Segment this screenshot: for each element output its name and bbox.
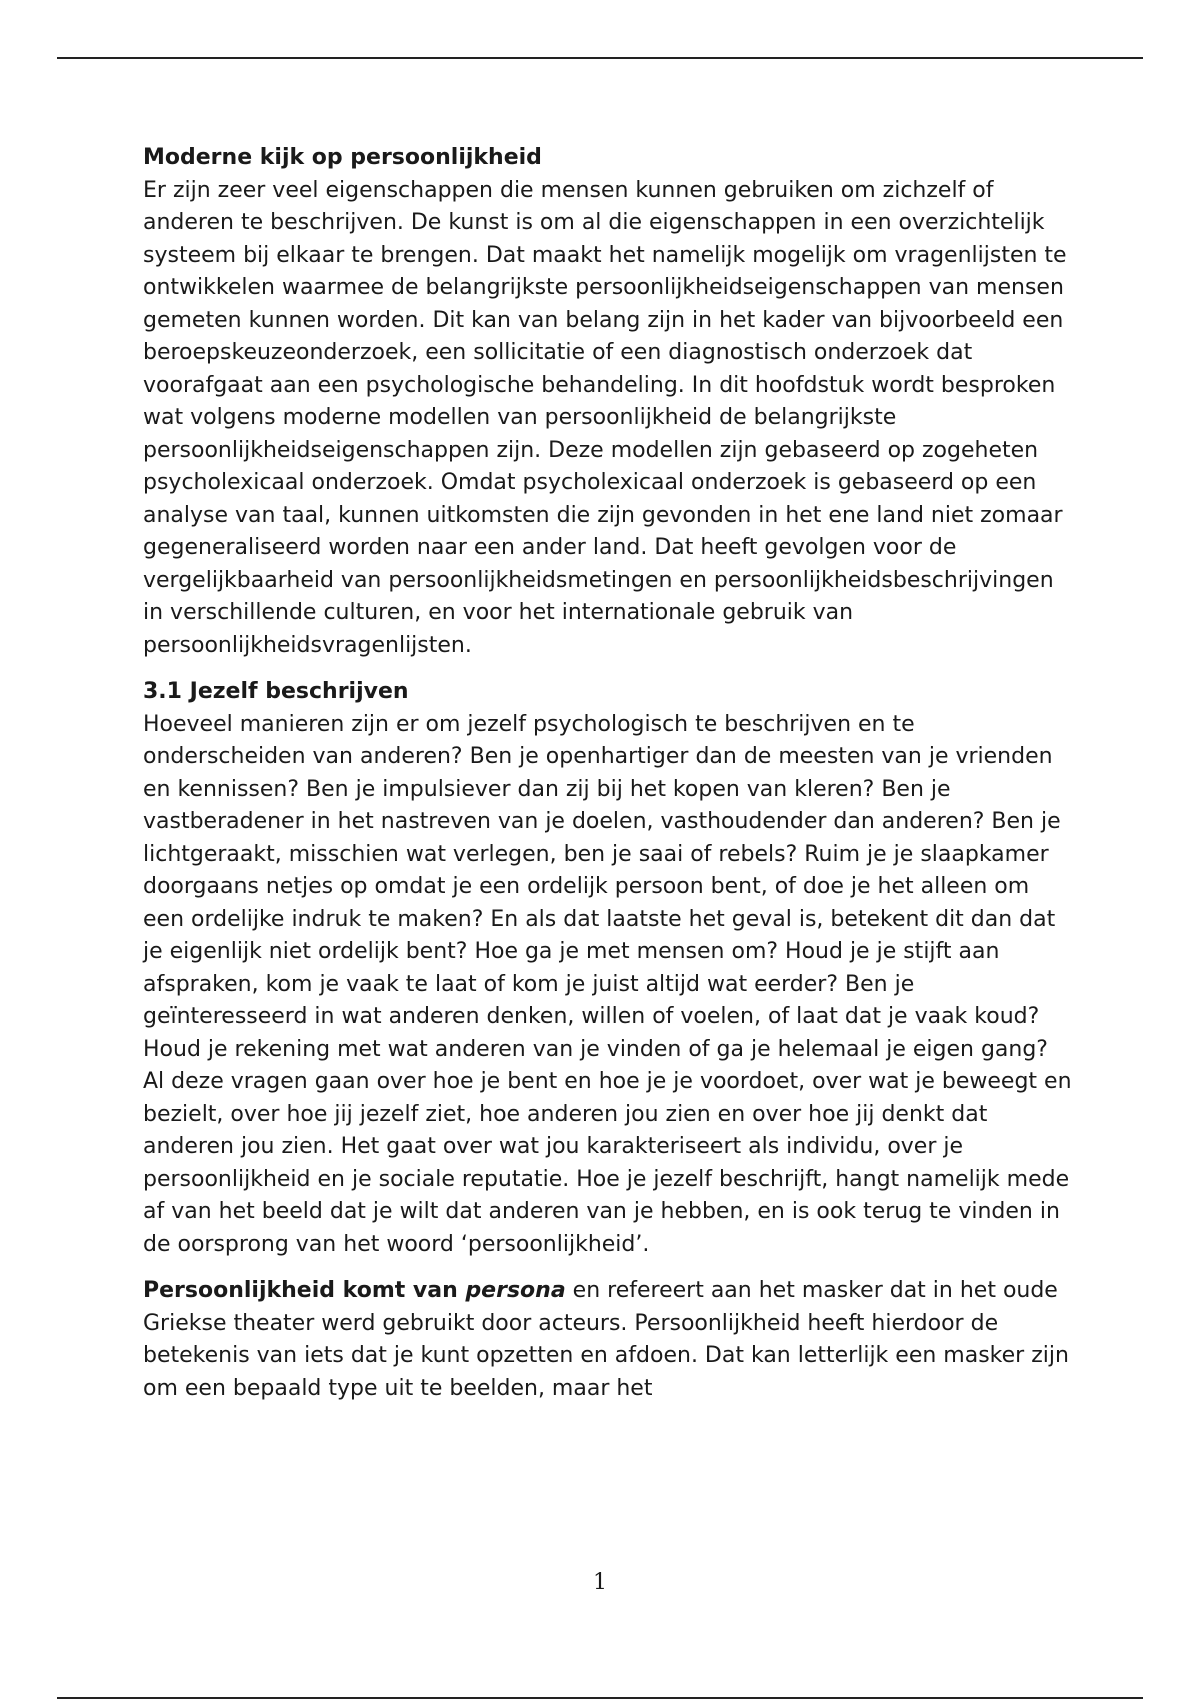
document-body	[143, 142, 1073, 1405]
page-number: 1	[593, 1570, 607, 1595]
persona-body-text: en refereert aan het masker dat in het oude Griekse theater werd gebruikt door acteurs. Persoonlijkheid heeft hierdoor de betekenis van iets dat je kunt opzetten en afdoen. Dat kan letterlijk een masker zijn om een bepaald type uit te beelden, maar het	[143, 1278, 1069, 1401]
bottom-rule	[57, 1697, 1143, 1699]
section-heading-describe-yourself: 3.1 Jezelf beschrijven	[143, 679, 409, 704]
top-rule	[57, 57, 1143, 59]
paragraph-modern-view: Er zijn zeer veel eigenschappen die mensen kunnen gebruiken om zichzelf of anderen te beschrijven. De kunst is om al die eigenschappen in een overzichtelijk systeem bij elkaar te brengen. Dat maakt het namelijk mogelijk om vragenlijsten te ontwikkelen waarmee de belangrijkste persoonlijkheidseigenschappen van mensen gemeten kunnen worden. Dit kan van belang zijn in het kader van bijvoorbeeld een beroepskeuzeonderzoek, een sollicitatie of een diagnostisch onderzoek dat voorafgaat aan een psychologische behandeling. In dit hoofdstuk wordt besproken wat volgens moderne modellen van persoonlijkheid de belangrijkste persoonlijkheidseigenschappen zijn. Deze modellen zijn gebaseerd op zogeheten psycholexicaal onderzoek. Omdat psycholexicaal onderzoek is gebaseerd op een analyse van taal, kunnen uitkomsten die zijn gevonden in het ene land niet zomaar gegeneraliseerd worden naar een ander land. Dat heeft gevolgen voor de vergelijkbaarheid van persoonlijkheidsmetingen en persoonlijkheidsbeschrijvingen in verschillende culturen, en voor het internationale gebruik van persoonlijkheidsvragenlijsten.	[143, 177, 1067, 658]
persona-lead-bold: Persoonlijkheid komt van	[143, 1278, 466, 1303]
paragraph-describe-yourself: Hoeveel manieren zijn er om jezelf psychologisch te beschrijven en te onderscheiden van anderen? Ben je openhartiger dan de meesten van je vrienden en kennissen? Ben je impulsiever dan zij bij het kopen van kleren? Ben je vastberadener in het nastreven van je doelen, vasthoudender dan anderen? Ben je lichtgeraakt, misschien wat verlegen, ben je saai of rebels? Ruim je je slaapkamer doorgaans netjes op omdat je een ordelijk persoon bent, of doe je het alleen om een ordelijke indruk te maken? En als dat laatste het geval is, betekent dit dan dat je eigenlijk niet ordelijk bent? Hoe ga je met mensen om? Houd je je stijft aan afspraken, kom je vaak te laat of kom je juist altijd wat eerder? Ben je geïnteresseerd in wat anderen denken, willen of voelen, of laat dat je vaak koud? Houd je rekening met wat anderen van je vinden of ga je helemaal je eigen gang? Al deze vragen gaan over hoe je bent en hoe je je voordoet, over wat je beweegt en bezielt, over hoe jij jezelf ziet, hoe anderen jou zien en over hoe jij denkt dat anderen jou zien. Het gaat over wat jou karakteriseert als individu, over je persoonlijkheid en je sociale reputatie. Hoe je jezelf beschrijft, hangt namelijk mede af van het beeld dat je wilt dat anderen van je hebben, en is ook terug te vinden in de oorsprong van het woord ‘persoonlijkheid’.	[143, 711, 1072, 1257]
section-heading-modern-view: Moderne kijk op persoonlijkheid	[143, 145, 542, 170]
persona-term: persona	[465, 1278, 566, 1303]
paragraph-persona	[143, 1275, 1073, 1405]
